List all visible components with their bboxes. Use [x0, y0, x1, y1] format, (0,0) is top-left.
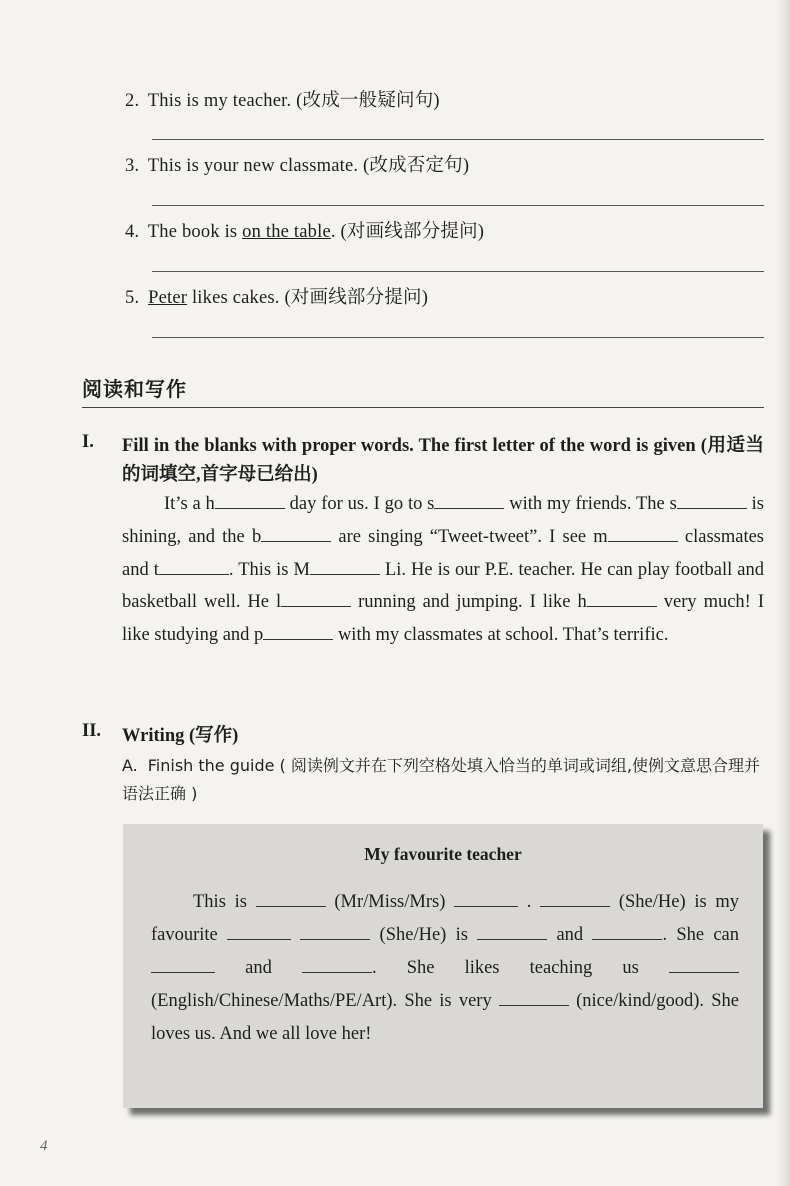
essay-blank-9[interactable]: [302, 956, 372, 973]
blank-1[interactable]: [215, 492, 285, 509]
blank-9[interactable]: [587, 590, 657, 607]
essay-blank-3[interactable]: [540, 890, 610, 907]
essay-blank-5[interactable]: [300, 923, 370, 940]
cloze-passage: It’s a h day for us. I go to s with my friends. The s is shining, and the b are singing “Tweet-tweet”. I see m classmates and t . This is M Li. He is our P.E. teacher. He can play football and basketball well. He l running and jumping. I like h very much! I like studying and p with my classmates at school. That’s terrific.: [122, 494, 765, 646]
blank-6[interactable]: [159, 558, 229, 575]
question-5: 5. Peter likes cakes. (对画线部分提问): [125, 288, 429, 308]
essay-text: This is (Mr/Miss/Mrs) . (She/He) is my favourite (She/He) is and . She can and . She likes teaching us (English/Chinese/Maths/PE/Art). She is very (nice/kind/good). She loves us. And we all love her!: [151, 892, 740, 1044]
blank-2[interactable]: [434, 492, 504, 509]
blank-3[interactable]: [677, 492, 747, 509]
essay-blank-6[interactable]: [477, 923, 547, 940]
blank-7[interactable]: [310, 558, 380, 575]
question-4: 4. The book is on the table. (对画线部分提问): [125, 222, 485, 242]
answer-line-4[interactable]: [152, 271, 764, 272]
part-2-number: II.: [82, 721, 102, 741]
essay-blank-1[interactable]: [256, 890, 326, 907]
section-title: 阅读和写作: [82, 377, 187, 401]
essay-blank-10[interactable]: [669, 956, 739, 973]
part-1-instruction: Fill in the blanks with proper words. The first letter of the word is given (用适当的词填空,首字母已给出): [122, 436, 764, 485]
essay-blank-4[interactable]: [227, 923, 291, 940]
blank-8[interactable]: [281, 590, 351, 607]
essay-blank-8[interactable]: [151, 956, 215, 973]
answer-line-5[interactable]: [152, 337, 764, 338]
answer-line-3[interactable]: [152, 205, 764, 206]
page-edge: [776, 0, 790, 1186]
part-1-number: I.: [82, 432, 94, 452]
question-2: 2. This is my teacher. (改成一般疑问句): [125, 91, 440, 111]
blank-5[interactable]: [608, 525, 678, 542]
guide-instruction: A. Finish the guide ( 阅读例文并在下列空格处填入恰当的单词或词组,使例文意思合理并语法正确 ): [122, 756, 760, 803]
blank-10[interactable]: [263, 623, 333, 640]
question-3: 3. This is your new classmate. (改成否定句): [125, 156, 470, 176]
answer-line-2[interactable]: [152, 139, 764, 140]
essay-blank-2[interactable]: [454, 890, 518, 907]
essay-blank-11[interactable]: [499, 989, 569, 1006]
essay-blank-7[interactable]: [592, 923, 662, 940]
section-divider: [82, 407, 764, 408]
example-essay-box: [123, 824, 763, 1108]
part-2-title: Writing (写作): [122, 726, 239, 746]
essay-title: My favourite teacher: [364, 844, 522, 864]
blank-4[interactable]: [261, 525, 331, 542]
page-number: 4: [40, 1138, 48, 1154]
